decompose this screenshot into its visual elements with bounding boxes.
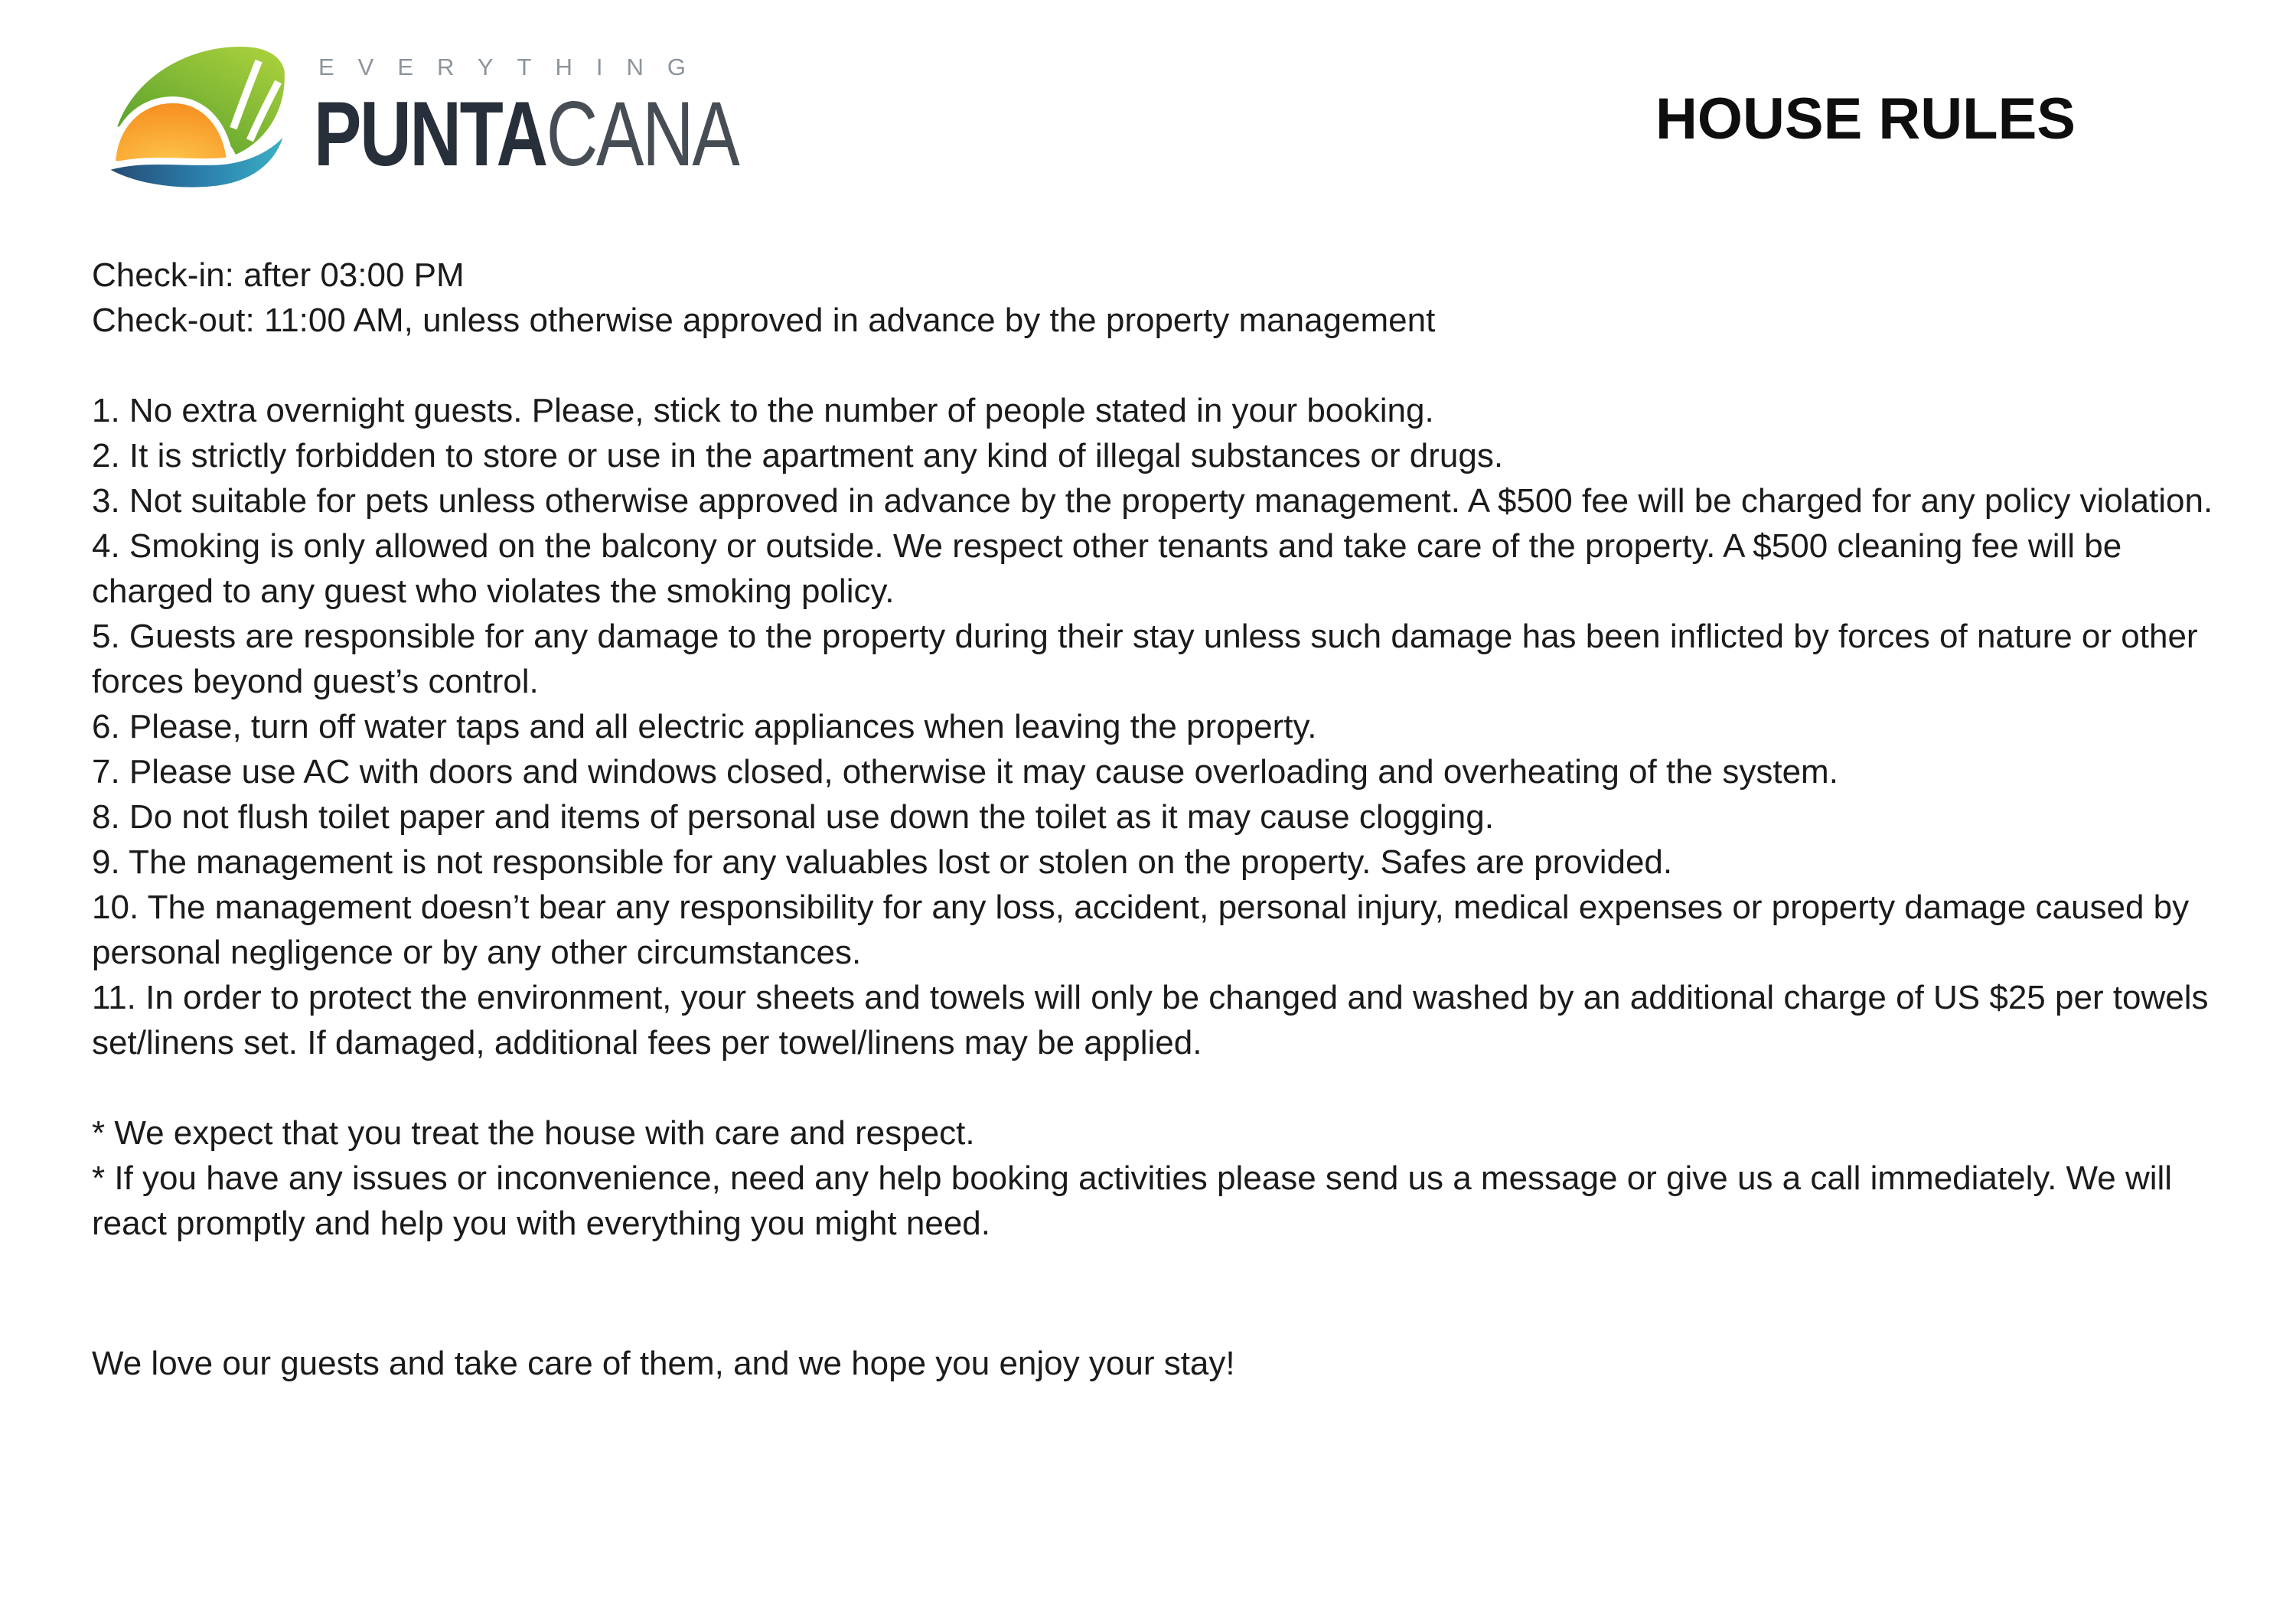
check-in-line: Check-in: after 03:00 PM <box>92 256 465 294</box>
note-item: * If you have any issues or inconvenience, need any help booking activities please send us a message or give us a call immediately. We will react promptly and help you with everything you might need. <box>92 1159 2173 1242</box>
rule-item: 10. The management doesn’t bear any responsibility for any loss, accident, personal injury, medical expenses or property damage caused by personal negligence or by any other circumstances. <box>92 889 2190 971</box>
brand-logo-icon <box>90 34 300 202</box>
rule-item: 2. It is strictly forbidden to store or use in the apartment any kind of illegal substances or drugs. <box>92 437 1504 474</box>
rule-item: 1. No extra overnight guests. Please, stick to the number of people stated in your booking. <box>92 392 1434 429</box>
rule-item: 4. Smoking is only allowed on the balcony or outside. We respect other tenants and take care of the property. A $500 cleaning fee will be charged to any guest who violates the smoking policy. <box>92 527 2122 610</box>
brand-logo-text <box>314 34 858 185</box>
brand-tagline: EVERYTHING <box>318 54 709 80</box>
brand-name-bold: PUNTA <box>314 83 546 185</box>
rules-list <box>92 388 2247 1065</box>
rule-item: 11. In order to protect the environment, your sheets and towels will only be changed and washed by an additional charge of US $25 per towels set/linens set. If damaged, additional fees per towel/linens may be applied. <box>92 979 2209 1061</box>
section-gap <box>92 343 2247 388</box>
rule-item: 7. Please use AC with doors and windows closed, otherwise it may cause overloading and overheating of the system. <box>92 753 1838 791</box>
brand-name <box>314 83 739 185</box>
closing-line: We love our guests and take care of them, and we hope you enjoy your stay! <box>92 1345 1235 1382</box>
check-out-line: Check-out: 11:00 AM, unless otherwise approved in advance by the property management <box>92 302 1436 339</box>
brand-logo <box>90 34 858 202</box>
section-gap <box>92 1065 2247 1110</box>
notes-list <box>92 1110 2247 1246</box>
rule-item: 3. Not suitable for pets unless otherwise approved in advance by the property management. A $500 fee will be charged for any policy violation. <box>92 482 2213 520</box>
brand-name-light: CANA <box>546 83 739 185</box>
note-item: * We expect that you treat the house with care and respect. <box>92 1114 975 1152</box>
rule-item: 8. Do not flush toilet paper and items of personal use down the toilet as it may cause clogging. <box>92 798 1494 836</box>
rule-item: 9. The management is not responsible for any valuables lost or stolen on the property. Safes are provided. <box>92 843 1673 881</box>
page-title: HOUSE RULES <box>1655 86 2076 152</box>
rules-document <box>92 253 2247 1386</box>
palm-sun-wave-icon <box>90 34 300 202</box>
rule-item: 6. Please, turn off water taps and all electric appliances when leaving the property. <box>92 708 1317 745</box>
rule-item: 5. Guests are responsible for any damage to the property during their stay unless such damage has been inflicted by forces of nature or other forces beyond guest’s control. <box>92 618 2198 700</box>
